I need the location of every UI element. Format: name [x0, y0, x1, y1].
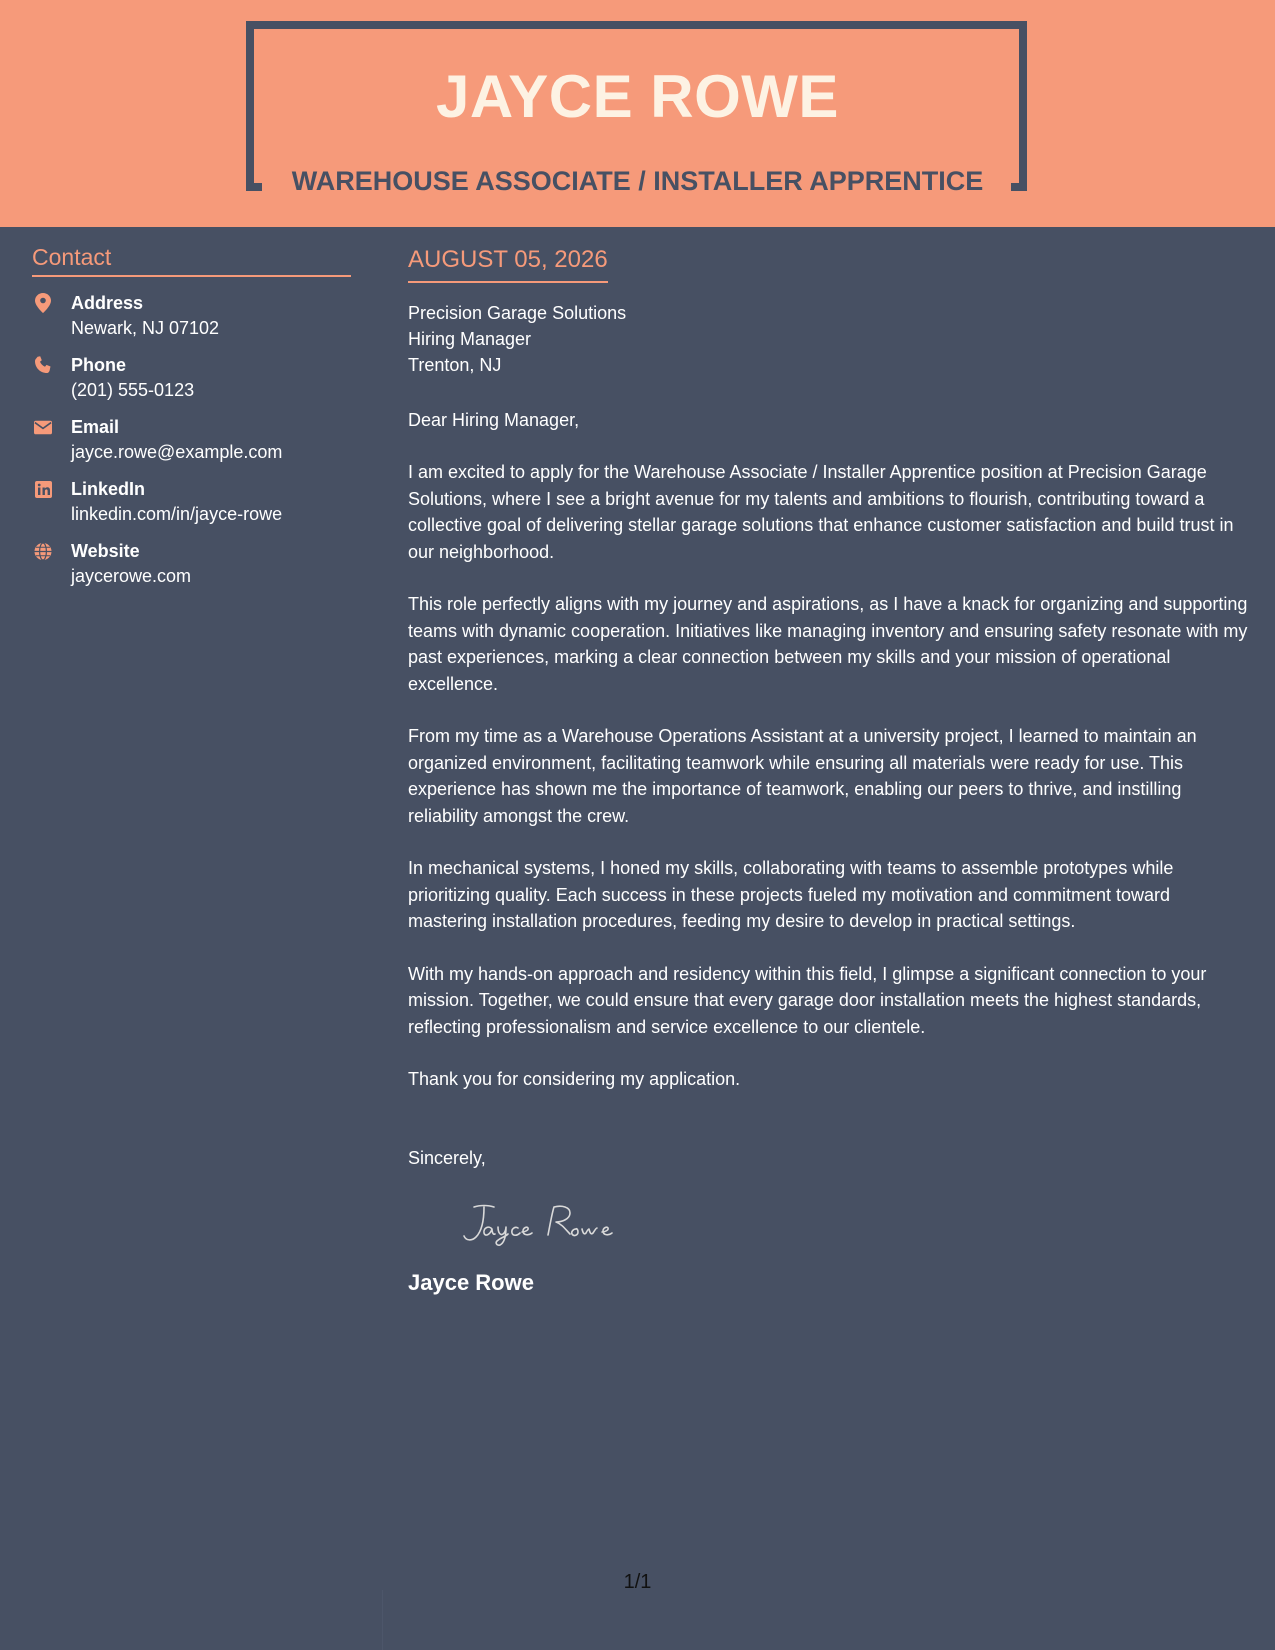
contact-value: jaycerowe.com	[71, 566, 192, 586]
recipient-location: Trenton, NJ	[408, 355, 502, 375]
recipient-title: Hiring Manager	[408, 329, 532, 349]
phone-icon	[34, 356, 52, 374]
signer-name: Jayce Rowe	[408, 1269, 534, 1295]
applicant-name: JAYCE ROWE	[436, 63, 839, 130]
column-divider	[382, 1590, 383, 1650]
contact-label: LinkedIn	[71, 479, 146, 499]
paragraph: From my time as a Warehouse Operations Assistant at a university project, I learned to maintain an organized environment, facilitating teamwork while ensuring all materials were ready for use. This experience has shown me the importance of teamwork, enabling our peers to thrive, and instilling reliability amongst the crew.	[408, 726, 1197, 826]
contact-sidebar	[32, 243, 351, 589]
paragraph: Thank you for considering my application.	[408, 1069, 741, 1089]
letter-date: AUGUST 05, 2026	[408, 245, 608, 283]
letter-body	[408, 245, 1248, 1297]
contact-value: (201) 555-0123	[71, 380, 195, 400]
envelope-icon	[34, 418, 52, 436]
contact-label: Phone	[71, 355, 127, 375]
contact-heading: Contact	[32, 243, 351, 277]
contact-label: Address	[71, 293, 144, 313]
contact-value: linkedin.com/in/jayce-rowe	[71, 504, 283, 524]
contact-value: jayce.rowe@example.com	[71, 442, 283, 462]
contact-email	[32, 415, 351, 465]
paragraph: In mechanical systems, I honed my skills, collaborating with teams to assemble prototypes while prioritizing quality. Each success in these projects fueled my motivation and commitment toward mastering installation procedures, feeding my desire to develop in practical settings.	[408, 858, 1174, 931]
recipient-block	[408, 300, 1248, 378]
contact-label: Email	[71, 417, 120, 437]
contact-website	[32, 539, 351, 589]
job-title: WAREHOUSE ASSOCIATE / INSTALLER APPRENTICE	[291, 166, 984, 196]
closing: Sincerely,	[408, 1147, 486, 1168]
contact-value: Newark, NJ 07102	[71, 318, 220, 338]
linkedin-icon	[34, 480, 52, 498]
recipient-company: Precision Garage Solutions	[408, 303, 627, 323]
paragraph: This role perfectly aligns with my journey and aspirations, as I have a knack for organizing and supporting teams with dynamic cooperation. Initiatives like managing inventory and ensuring safety resonate with my past experiences, marking a clear connection between my skills and your mission of operational excellence.	[408, 594, 1248, 694]
map-pin-icon	[34, 294, 52, 312]
salutation: Dear Hiring Manager,	[408, 410, 580, 430]
contact-address	[32, 291, 351, 341]
contact-label: Website	[71, 541, 140, 561]
page-number: 1/1	[623, 1571, 652, 1593]
contact-phone	[32, 353, 351, 403]
paragraph: I am excited to apply for the Warehouse Associate / Installer Apprentice position at Precision Garage Solutions, where I see a bright avenue for my talents and ambitions to flourish, contributing toward a collective goal of delivering stellar garage solutions that enhance customer satisfaction and build trust in our neighborhood.	[408, 462, 1234, 562]
globe-icon	[34, 542, 52, 560]
handwritten-signature	[452, 1199, 1248, 1249]
paragraph: With my hands-on approach and residency within this field, I glimpse a significant connection to your mission. Together, we could ensure that every garage door installation meets the highest standards, reflecting professionalism and service excellence to our clientele.	[408, 963, 1207, 1037]
contact-linkedin	[32, 477, 351, 527]
